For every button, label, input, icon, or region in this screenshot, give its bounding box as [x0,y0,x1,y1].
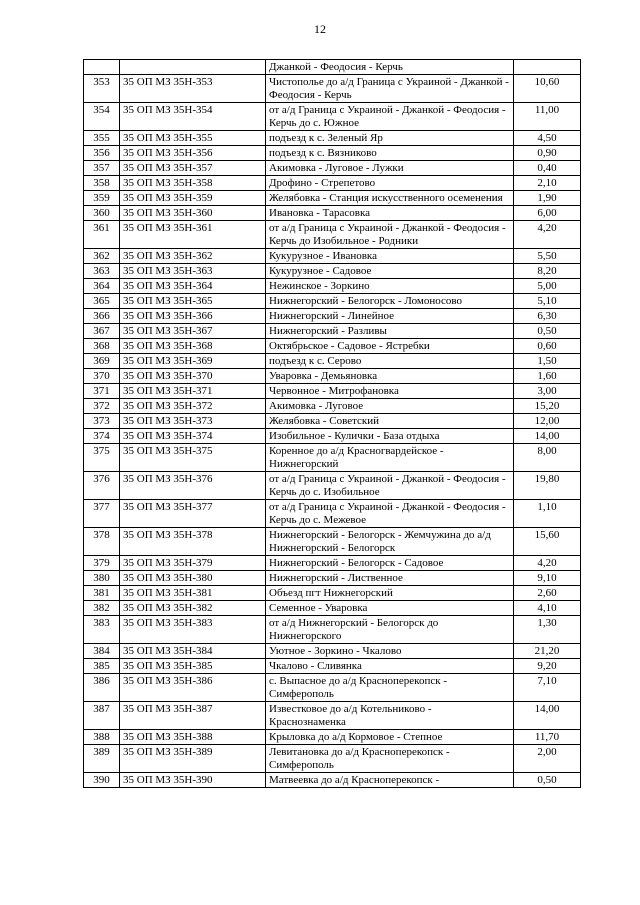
road-name-cell: Чкалово - Сливянка [266,659,514,674]
row-number-cell: 376 [84,472,120,500]
road-length-cell: 4,20 [514,556,581,571]
road-length-cell: 12,00 [514,414,581,429]
road-code-cell: 35 ОП МЗ 35Н-366 [120,309,266,324]
road-code-cell: 35 ОП МЗ 35Н-358 [120,176,266,191]
road-code-cell: 35 ОП МЗ 35Н-364 [120,279,266,294]
road-code-cell: 35 ОП МЗ 35Н-382 [120,601,266,616]
road-name-cell: Желябовка - Станция искусственного осеменения [266,191,514,206]
row-number-cell: 361 [84,221,120,249]
row-number-cell: 387 [84,702,120,730]
road-code-cell: 35 ОП МЗ 35Н-389 [120,745,266,773]
row-number-cell: 385 [84,659,120,674]
row-number-cell: 365 [84,294,120,309]
road-length-cell: 0,90 [514,146,581,161]
road-length-cell: 0,60 [514,339,581,354]
road-name-cell: подъезд к с. Вязниково [266,146,514,161]
road-code-cell: 35 ОП МЗ 35Н-379 [120,556,266,571]
row-number-cell: 354 [84,103,120,131]
page-number: 12 [314,22,326,36]
road-length-cell: 9,10 [514,571,581,586]
road-length-cell: 7,10 [514,674,581,702]
road-length-cell: 10,60 [514,75,581,103]
road-code-cell: 35 ОП МЗ 35Н-380 [120,571,266,586]
table-row [84,556,581,571]
road-length-cell: 1,10 [514,500,581,528]
row-number-cell: 374 [84,429,120,444]
row-number-cell: 389 [84,745,120,773]
table-row [84,414,581,429]
table-row [84,616,581,644]
road-code-cell: 35 ОП МЗ 35Н-369 [120,354,266,369]
road-length-cell: 0,50 [514,324,581,339]
table-row [84,429,581,444]
table-row [84,264,581,279]
table-row [84,279,581,294]
road-name-cell: Чистополье до а/д Граница с Украиной - Джанкой - Феодосия - Керчь [266,75,514,103]
row-number-cell: 384 [84,644,120,659]
road-length-cell: 4,20 [514,221,581,249]
road-code-cell: 35 ОП МЗ 35Н-354 [120,103,266,131]
road-name-cell: Нижнегорский - Белогорск - Жемчужина до а/д Нижнегорский - Белогорск [266,528,514,556]
road-name-cell: Акимовка - Луговое - Лужки [266,161,514,176]
roads-table-body [84,60,581,788]
road-name-cell: Нижнегорский - Линейное [266,309,514,324]
table-row [84,249,581,264]
road-code-cell: 35 ОП МЗ 35Н-390 [120,773,266,788]
table-row [84,146,581,161]
road-length-cell: 4,50 [514,131,581,146]
table-row [84,773,581,788]
road-name-cell: Уваровка - Демьяновка [266,369,514,384]
road-name-cell: Нежинское - Зоркино [266,279,514,294]
road-name-cell: Крыловка до а/д Кормовое - Степное [266,730,514,745]
road-name-cell: Желябовка - Советский [266,414,514,429]
row-number-cell: 372 [84,399,120,414]
row-number-cell: 366 [84,309,120,324]
road-code-cell: 35 ОП МЗ 35Н-363 [120,264,266,279]
table-row [84,644,581,659]
row-number-cell [84,60,120,75]
road-name-cell: Известковое до а/д Котельниково - Краснознаменка [266,702,514,730]
table-row [84,131,581,146]
road-length-cell: 5,00 [514,279,581,294]
road-name-cell: Акимовка - Луговое [266,399,514,414]
table-row [84,702,581,730]
road-code-cell: 35 ОП МЗ 35Н-361 [120,221,266,249]
road-name-cell: Нижнегорский - Лиственное [266,571,514,586]
road-length-cell [514,60,581,75]
road-code-cell: 35 ОП МЗ 35Н-375 [120,444,266,472]
row-number-cell: 382 [84,601,120,616]
road-code-cell: 35 ОП МЗ 35Н-367 [120,324,266,339]
road-name-cell: Семенное - Уваровка [266,601,514,616]
row-number-cell: 360 [84,206,120,221]
road-code-cell: 35 ОП МЗ 35Н-359 [120,191,266,206]
row-number-cell: 380 [84,571,120,586]
road-code-cell: 35 ОП МЗ 35Н-355 [120,131,266,146]
road-code-cell: 35 ОП МЗ 35Н-381 [120,586,266,601]
road-code-cell: 35 ОП МЗ 35Н-365 [120,294,266,309]
road-name-cell: Левитановка до а/д Красноперекопск - Симферополь [266,745,514,773]
row-number-cell: 373 [84,414,120,429]
table-row [84,324,581,339]
road-name-cell: от а/д Граница с Украиной - Джанкой - Феодосия - Керчь до с. Изобильное [266,472,514,500]
row-number-cell: 386 [84,674,120,702]
table-row [84,659,581,674]
table-row [84,745,581,773]
road-length-cell: 6,00 [514,206,581,221]
road-name-cell: Червонное - Митрофановка [266,384,514,399]
road-length-cell: 0,40 [514,161,581,176]
table-row [84,354,581,369]
road-length-cell: 5,10 [514,294,581,309]
road-length-cell: 11,70 [514,730,581,745]
road-name-cell: Нижнегорский - Разливы [266,324,514,339]
table-row [84,601,581,616]
road-length-cell: 9,20 [514,659,581,674]
row-number-cell: 356 [84,146,120,161]
row-number-cell: 377 [84,500,120,528]
road-code-cell: 35 ОП МЗ 35Н-353 [120,75,266,103]
road-length-cell: 6,30 [514,309,581,324]
road-length-cell: 5,50 [514,249,581,264]
road-name-cell: подъезд к с. Серово [266,354,514,369]
row-number-cell: 353 [84,75,120,103]
table-row [84,399,581,414]
road-code-cell: 35 ОП МЗ 35Н-368 [120,339,266,354]
road-name-cell: подъезд к с. Зеленый Яр [266,131,514,146]
road-code-cell: 35 ОП МЗ 35Н-362 [120,249,266,264]
table-row [84,586,581,601]
road-length-cell: 15,60 [514,528,581,556]
road-length-cell: 15,20 [514,399,581,414]
road-code-cell [120,60,266,75]
row-number-cell: 388 [84,730,120,745]
road-name-cell: от а/д Граница с Украиной - Джанкой - Феодосия - Керчь до с. Межевое [266,500,514,528]
road-name-cell: Ивановка - Тарасовка [266,206,514,221]
road-length-cell: 1,90 [514,191,581,206]
row-number-cell: 378 [84,528,120,556]
row-number-cell: 381 [84,586,120,601]
table-row [84,369,581,384]
road-name-cell: Матвеевка до а/д Красноперекопск - [266,773,514,788]
road-length-cell: 1,50 [514,354,581,369]
row-number-cell: 358 [84,176,120,191]
road-length-cell: 2,60 [514,586,581,601]
table-row [84,294,581,309]
row-number-cell: 370 [84,369,120,384]
row-number-cell: 362 [84,249,120,264]
road-code-cell: 35 ОП МЗ 35Н-377 [120,500,266,528]
road-code-cell: 35 ОП МЗ 35Н-356 [120,146,266,161]
road-code-cell: 35 ОП МЗ 35Н-357 [120,161,266,176]
table-row [84,444,581,472]
row-number-cell: 369 [84,354,120,369]
road-name-cell: Кукурузное - Садовое [266,264,514,279]
road-name-cell: от а/д Нижнегорский - Белогорск до Нижнегорского [266,616,514,644]
row-number-cell: 359 [84,191,120,206]
table-row [84,384,581,399]
road-length-cell: 2,00 [514,745,581,773]
table-row [84,500,581,528]
road-code-cell: 35 ОП МЗ 35Н-384 [120,644,266,659]
row-number-cell: 364 [84,279,120,294]
table-row [84,472,581,500]
row-number-cell: 371 [84,384,120,399]
table-row [84,571,581,586]
row-number-cell: 379 [84,556,120,571]
road-name-cell: Коренное до а/д Красногвардейское - Нижнегорский [266,444,514,472]
table-row [84,221,581,249]
table-row [84,161,581,176]
road-code-cell: 35 ОП МЗ 35Н-371 [120,384,266,399]
row-number-cell: 367 [84,324,120,339]
road-code-cell: 35 ОП МЗ 35Н-370 [120,369,266,384]
row-number-cell: 357 [84,161,120,176]
road-length-cell: 19,80 [514,472,581,500]
row-number-cell: 368 [84,339,120,354]
road-code-cell: 35 ОП МЗ 35Н-376 [120,472,266,500]
row-number-cell: 390 [84,773,120,788]
table-row [84,339,581,354]
road-code-cell: 35 ОП МЗ 35Н-360 [120,206,266,221]
table-row [84,176,581,191]
roads-table [83,59,581,788]
road-code-cell: 35 ОП МЗ 35Н-378 [120,528,266,556]
road-length-cell: 14,00 [514,429,581,444]
road-code-cell: 35 ОП МЗ 35Н-385 [120,659,266,674]
table-row [84,528,581,556]
road-name-cell: Нижнегорский - Белогорск - Ломоносово [266,294,514,309]
table-row [84,206,581,221]
row-number-cell: 383 [84,616,120,644]
row-number-cell: 355 [84,131,120,146]
road-length-cell: 11,00 [514,103,581,131]
table-row [84,674,581,702]
road-code-cell: 35 ОП МЗ 35Н-383 [120,616,266,644]
road-length-cell: 8,00 [514,444,581,472]
road-name-cell: Изобильное - Кулички - База отдыха [266,429,514,444]
road-length-cell: 14,00 [514,702,581,730]
road-name-cell: Объезд пгт Нижнегорский [266,586,514,601]
road-length-cell: 1,30 [514,616,581,644]
table-row [84,309,581,324]
road-length-cell: 21,20 [514,644,581,659]
road-name-cell: Джанкой - Феодосия - Керчь [266,60,514,75]
road-name-cell: Октябрьское - Садовое - Ястребки [266,339,514,354]
road-length-cell: 1,60 [514,369,581,384]
road-code-cell: 35 ОП МЗ 35Н-373 [120,414,266,429]
table-row [84,60,581,75]
table-row [84,75,581,103]
road-length-cell: 3,00 [514,384,581,399]
row-number-cell: 375 [84,444,120,472]
road-name-cell: от а/д Граница с Украиной - Джанкой - Феодосия - Керчь до Изобильное - Родники [266,221,514,249]
table-row [84,103,581,131]
road-code-cell: 35 ОП МЗ 35Н-374 [120,429,266,444]
road-name-cell: Кукурузное - Ивановка [266,249,514,264]
road-code-cell: 35 ОП МЗ 35Н-388 [120,730,266,745]
road-name-cell: Нижнегорский - Белогорск - Садовое [266,556,514,571]
road-name-cell: от а/д Граница с Украиной - Джанкой - Феодосия - Керчь до с. Южное [266,103,514,131]
road-length-cell: 4,10 [514,601,581,616]
road-code-cell: 35 ОП МЗ 35Н-372 [120,399,266,414]
road-code-cell: 35 ОП МЗ 35Н-387 [120,702,266,730]
table-row [84,191,581,206]
road-length-cell: 0,50 [514,773,581,788]
road-name-cell: с. Выпасное до а/д Красноперекопск - Симферополь [266,674,514,702]
road-code-cell: 35 ОП МЗ 35Н-386 [120,674,266,702]
row-number-cell: 363 [84,264,120,279]
table-row [84,730,581,745]
road-length-cell: 8,20 [514,264,581,279]
road-name-cell: Дрофино - Стрепетово [266,176,514,191]
road-name-cell: Уютное - Зоркино - Чкалово [266,644,514,659]
road-length-cell: 2,10 [514,176,581,191]
